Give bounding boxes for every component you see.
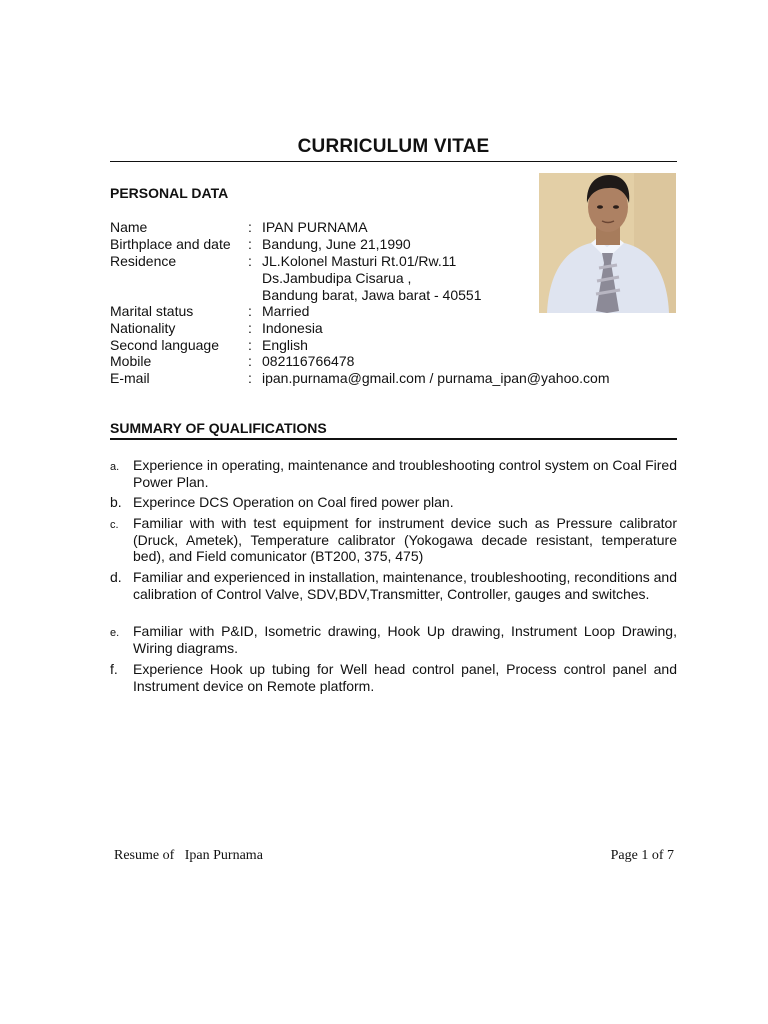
summary-rule — [110, 438, 677, 440]
personal-row-nationality — [110, 320, 670, 337]
personal-value: IPAN PURNAMA — [262, 219, 368, 235]
list-item — [110, 515, 677, 565]
list-item — [110, 661, 677, 694]
list-item — [110, 569, 677, 602]
personal-value: JL.Kolonel Masturi Rt.01/Rw.11 — [262, 253, 457, 269]
footer-page-number: Page 1 of 7 — [610, 848, 674, 863]
colon: : — [248, 337, 252, 353]
personal-value: ipan.purnama@gmail.com / purnama_ipan@yahoo.com — [262, 370, 610, 386]
personal-value: Bandung, June 21,1990 — [262, 236, 411, 252]
colon: : — [248, 303, 252, 319]
list-item-text: Experience in operating, maintenance and troubleshooting control system on Coal Fired Power Plan. — [133, 457, 677, 490]
list-item-text: Familiar and experienced in installation, maintenance, troubleshooting, reconditions and calibration of Control Valve, SDV,BDV,Transmitter, Controller, gauges and switches. — [133, 569, 677, 602]
list-item-text: Experince DCS Operation on Coal fired power plan. — [133, 494, 454, 510]
portrait-illustration — [539, 173, 676, 313]
personal-label: Second language — [110, 337, 219, 353]
personal-value: Ds.Jambudipa Cisarua , — [262, 270, 412, 286]
list-marker: c. — [110, 519, 119, 531]
colon: : — [248, 370, 252, 386]
colon: : — [248, 253, 252, 269]
list-item — [110, 457, 677, 490]
colon: : — [248, 320, 252, 336]
colon: : — [248, 219, 252, 235]
personal-value: Married — [262, 303, 310, 319]
list-marker: f. — [110, 661, 118, 677]
list-marker: d. — [110, 569, 122, 585]
personal-label: Mobile — [110, 353, 152, 369]
summary-heading: SUMMARY OF QUALIFICATIONS — [110, 420, 327, 436]
title-rule — [110, 161, 677, 162]
personal-value: Bandung barat, Jawa barat - 40551 — [262, 287, 482, 303]
list-item-text: Familiar with P&ID, Isometric drawing, Hook Up drawing, Instrument Loop Drawing, Wiring diagrams. — [133, 623, 677, 656]
personal-value: 082116766478 — [262, 353, 355, 369]
personal-row-mobile — [110, 353, 670, 370]
personal-row-language — [110, 337, 670, 354]
list-item — [110, 494, 677, 511]
list-marker: b. — [110, 494, 122, 510]
personal-value: English — [262, 337, 308, 353]
personal-label: Marital status — [110, 303, 194, 319]
personal-label: E-mail — [110, 370, 150, 386]
list-item — [110, 623, 677, 656]
list-item-text: Experience Hook up tubing for Well head control panel, Process control panel and Instrument device on Remote platform. — [133, 661, 677, 694]
personal-data-heading: PERSONAL DATA — [110, 185, 229, 201]
personal-label: Residence — [110, 253, 177, 269]
portrait-photo — [539, 173, 676, 313]
personal-value: Indonesia — [262, 320, 323, 336]
footer-left: Resume of Ipan Purnama — [114, 848, 263, 863]
personal-label: Name — [110, 219, 148, 235]
list-item-text: Familiar with with test equipment for instrument device such as Pressure calibrator (Druck, Ametek), Temperature calibrator (Yokogawa decade resistant, temperature bed), and Field comunicator (BT200, 375, 475) — [133, 515, 677, 565]
colon: : — [248, 353, 252, 369]
colon: : — [248, 236, 252, 252]
list-marker: a. — [110, 461, 120, 473]
personal-row-email — [110, 370, 670, 387]
personal-label: Nationality — [110, 320, 176, 336]
cv-title: CURRICULUM VITAE — [297, 136, 490, 157]
personal-label: Birthplace and date — [110, 236, 231, 252]
list-marker: e. — [110, 627, 120, 639]
